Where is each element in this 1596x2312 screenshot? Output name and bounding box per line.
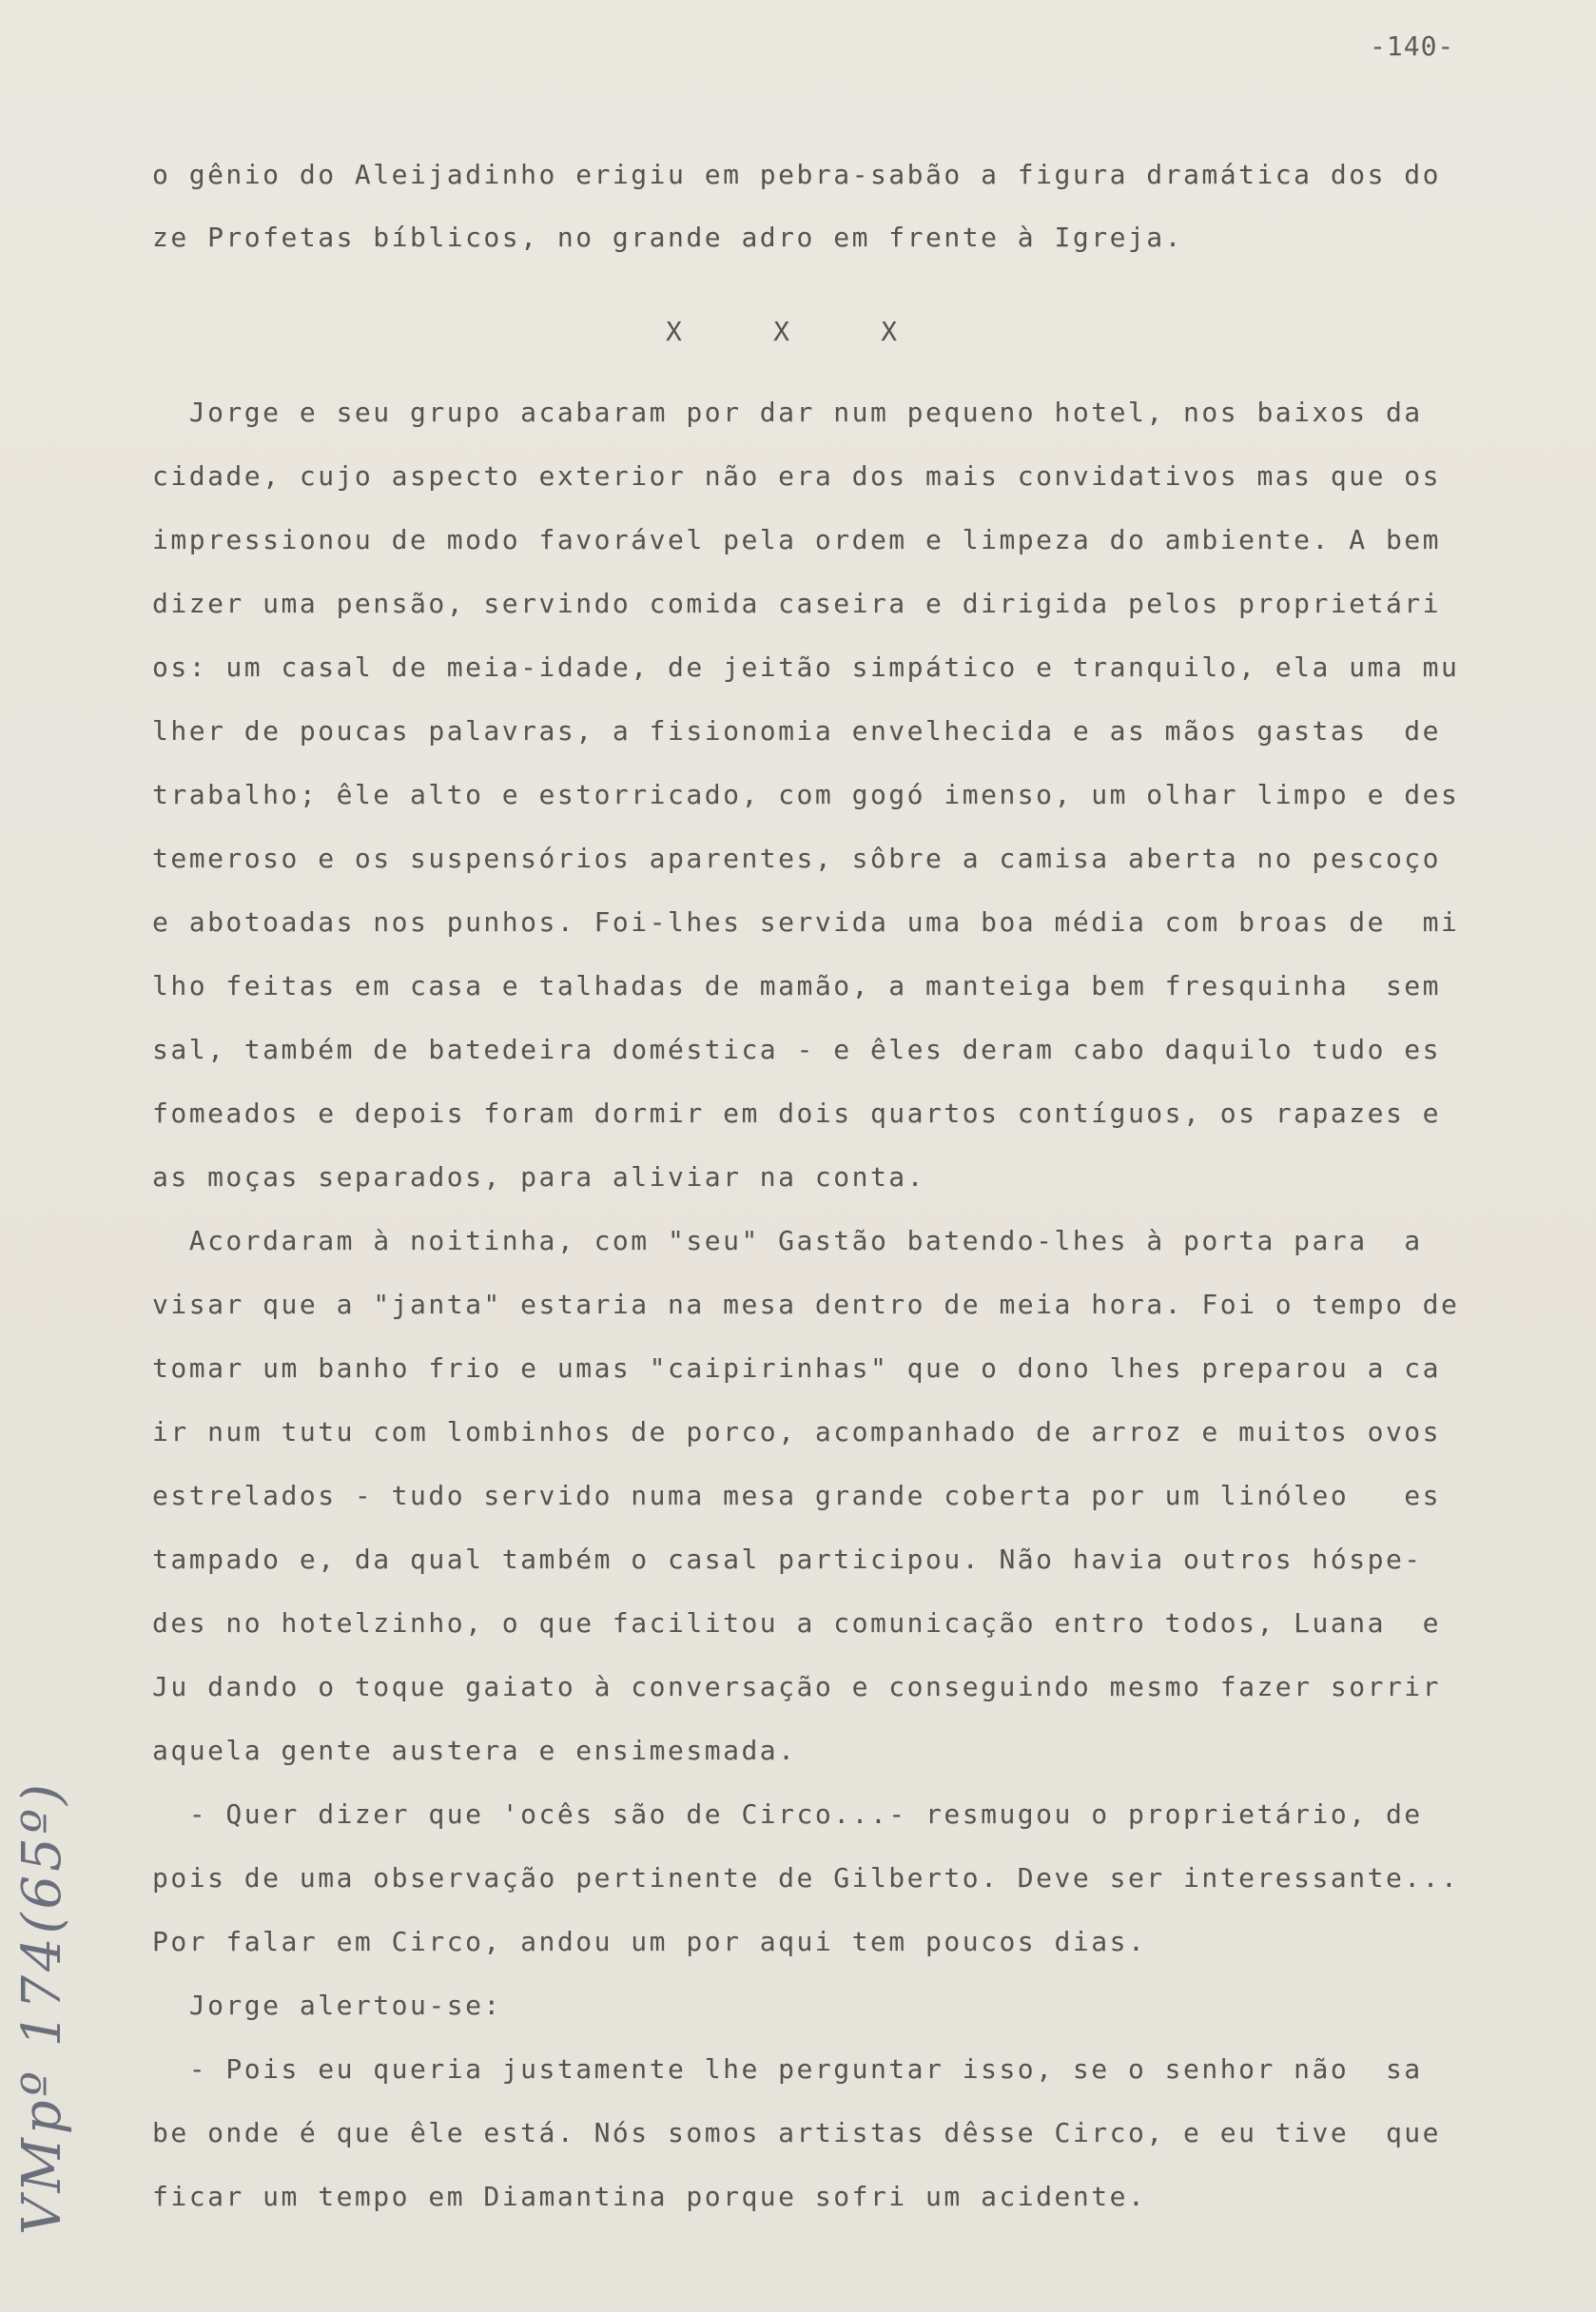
- text-line: lho feitas em casa e talhadas de mamão, a manteiga bem fresquinha sem: [152, 970, 1442, 1001]
- text-line: visar que a "janta" estaria na mesa dentro de meia hora. Foi o tempo de: [152, 1289, 1460, 1320]
- text-line: lher de poucas palavras, a fisionomia envelhecida e as mãos gastas de: [152, 715, 1442, 747]
- section-separator: X X X: [666, 316, 900, 347]
- handwritten-margin-note: VMpº 174(65º): [11, 1780, 73, 2235]
- text-line: temeroso e os suspensórios aparentes, sôbre a camisa aberta no pescoço: [152, 843, 1442, 874]
- page-number: -140-: [1370, 30, 1455, 62]
- text-line: estrelados - tudo servido numa mesa grande coberta por um linóleo es: [152, 1480, 1442, 1511]
- text-line: ficar um tempo em Diamantina porque sofri um acidente.: [152, 2181, 1147, 2212]
- text-line: os: um casal de meia-idade, de jeitão simpático e tranquilo, ela uma mu: [152, 651, 1460, 683]
- text-line: cidade, cujo aspecto exterior não era dos mais convidativos mas que os: [152, 460, 1442, 492]
- text-line: be onde é que êle está. Nós somos artistas dêsse Circo, e eu tive que: [152, 2117, 1442, 2148]
- text-line: Jorge e seu grupo acabaram por dar num pequeno hotel, nos baixos da: [152, 397, 1423, 428]
- text-line: fomeados e depois foram dormir em dois quartos contíguos, os rapazes e: [152, 1098, 1442, 1129]
- text-line: as moças separados, para aliviar na conta.: [152, 1161, 926, 1193]
- text-line: - Pois eu queria justamente lhe perguntar isso, se o senhor não sa: [152, 2053, 1423, 2085]
- text-line: aquela gente austera e ensimesmada.: [152, 1735, 797, 1766]
- text-line: impressionou de modo favorável pela ordem e limpeza do ambiente. A bem: [152, 524, 1442, 555]
- text-line: dizer uma pensão, servindo comida caseira e dirigida pelos proprietári: [152, 588, 1442, 619]
- text-line: Ju dando o toque gaiato à conversação e conseguindo mesmo fazer sorrir: [152, 1671, 1442, 1702]
- text-line: sal, também de batedeira doméstica - e êles deram cabo daquilo tudo es: [152, 1034, 1442, 1065]
- text-line: Acordaram à noitinha, com "seu" Gastão batendo-lhes à porta para a: [152, 1225, 1423, 1256]
- text-line: e abotoadas nos punhos. Foi-lhes servida uma boa média com broas de mi: [152, 906, 1460, 938]
- text-line: tomar um banho frio e umas "caipirinhas" que o dono lhes preparou a ca: [152, 1352, 1442, 1384]
- text-line: ir num tutu com lombinhos de porco, acompanhado de arroz e muitos ovos: [152, 1416, 1442, 1447]
- text-line: des no hotelzinho, o que facilitou a comunicação entro todos, Luana e: [152, 1607, 1442, 1639]
- text-line: Jorge alertou-se:: [152, 1990, 502, 2021]
- text-line: pois de uma observação pertinente de Gilberto. Deve ser interessante...: [152, 1862, 1460, 1894]
- text-line: o gênio do Aleijadinho erigiu em pebra-sabão a figura dramática dos do: [152, 159, 1442, 190]
- text-line: ze Profetas bíblicos, no grande adro em frente à Igreja.: [152, 222, 1184, 253]
- text-line: Por falar em Circo, andou um por aqui tem poucos dias.: [152, 1926, 1147, 1957]
- text-line: tampado e, da qual também o casal participou. Não havia outros hóspe-: [152, 1544, 1423, 1575]
- text-line: - Quer dizer que 'ocês são de Circo...- resmugou o proprietário, de: [152, 1798, 1423, 1830]
- text-line: trabalho; êle alto e estorricado, com gogó imenso, um olhar limpo e des: [152, 779, 1460, 810]
